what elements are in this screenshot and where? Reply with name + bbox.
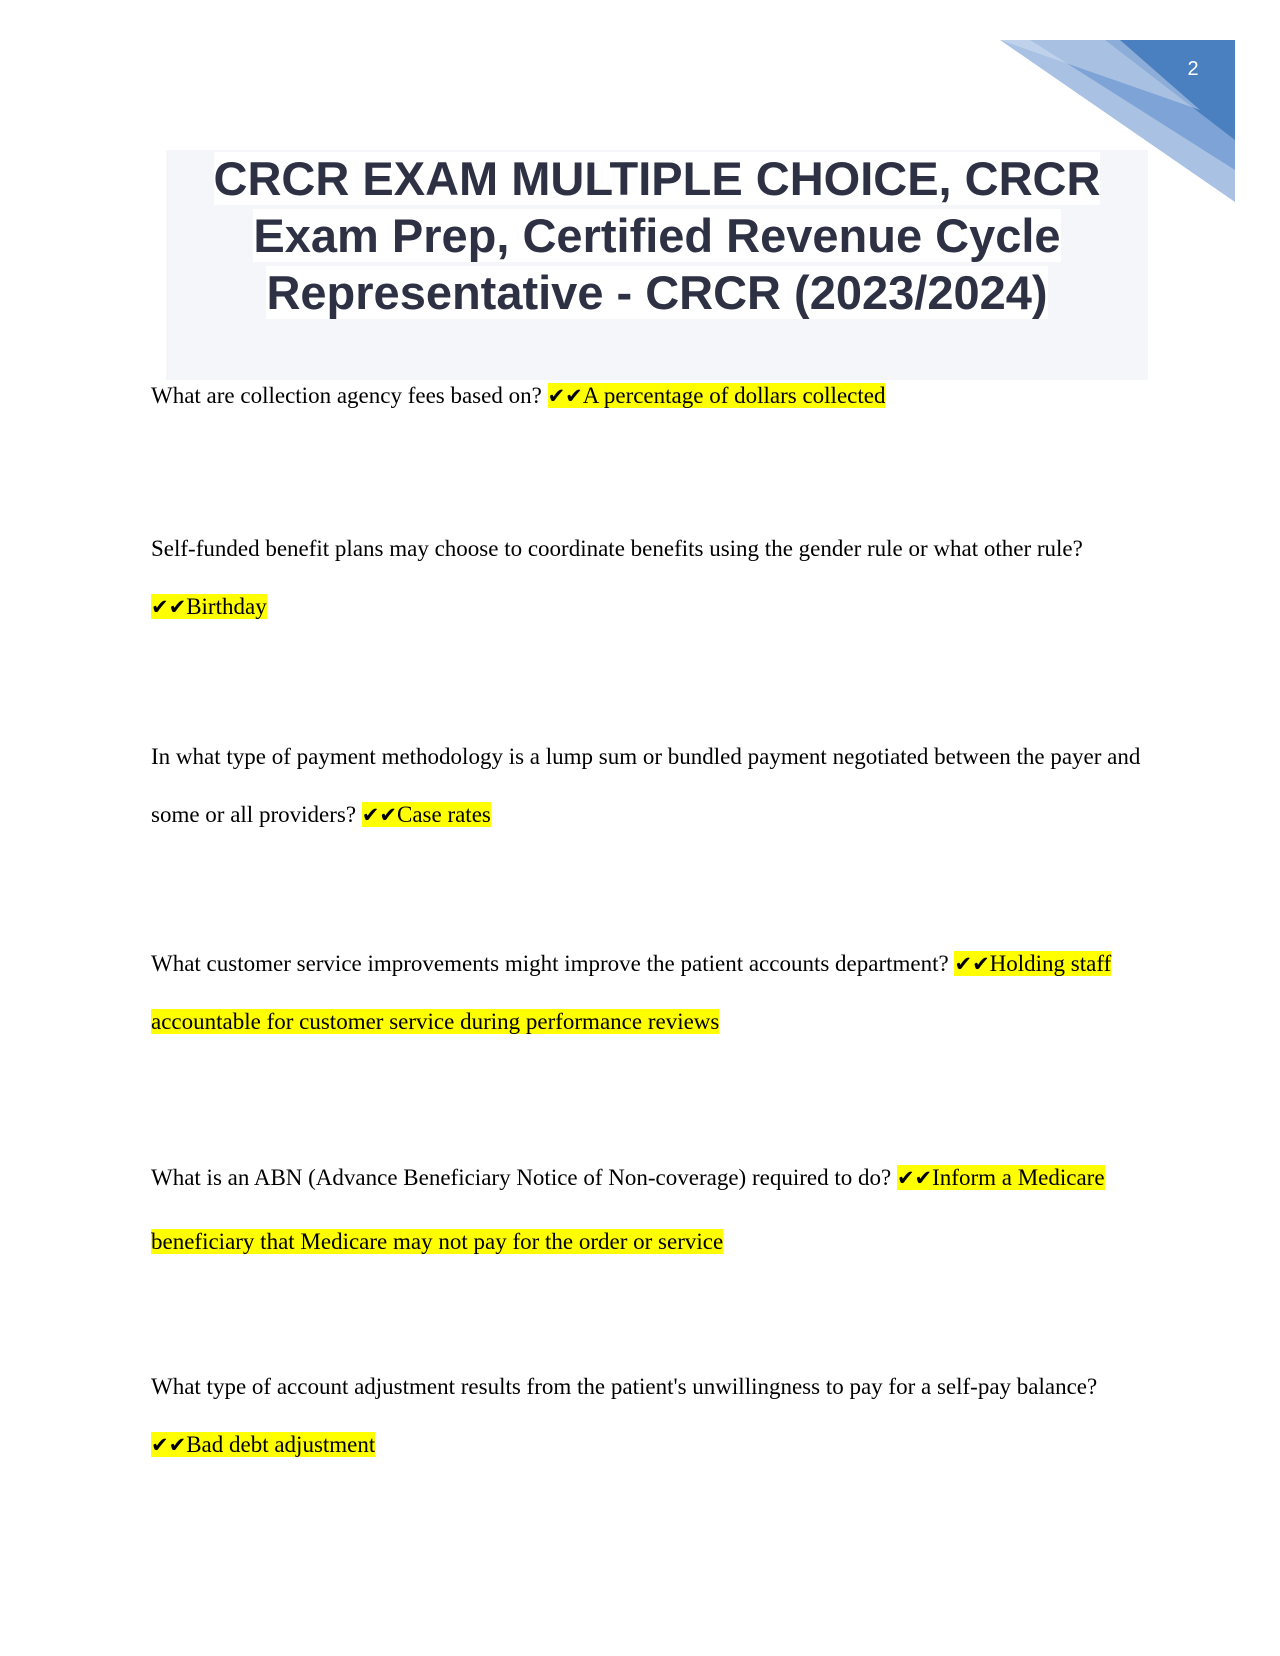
question-text: In what type of payment methodology is a lump sum or bundled payment negotiated between the payer and some or all providers?	[151, 744, 1141, 827]
answer-text: Inform a Medicare beneficiary that Medicare may not pay for the order or service	[151, 1165, 1105, 1254]
page-number: 2	[1187, 58, 1199, 80]
checkmark-icon: ✔✔	[954, 952, 990, 976]
answer-text: Birthday	[186, 594, 267, 619]
question-text: What are collection agency fees based on?	[151, 383, 548, 408]
checkmark-icon: ✔✔	[361, 803, 397, 827]
answer-text: A percentage of dollars collected	[582, 383, 886, 408]
checkmark-icon: ✔✔	[151, 1433, 187, 1457]
answer-highlight	[151, 1432, 375, 1457]
page-title	[166, 150, 1148, 321]
qa-item-5	[151, 1146, 1141, 1273]
answer-text: Case rates	[396, 802, 491, 827]
qa-item-3	[151, 728, 1141, 844]
qa-item-2	[151, 520, 1141, 636]
qa-item-1	[151, 367, 1141, 425]
answer-highlight	[151, 594, 267, 619]
question-text: What customer service improvements might improve the patient accounts department?	[151, 951, 955, 976]
question-text: What type of account adjustment results from the patient's unwillingness to pay for a self-pay balance?	[151, 1374, 1098, 1399]
question-text: What is an ABN (Advance Beneficiary Notice of Non-coverage) required to do?	[151, 1165, 897, 1190]
checkmark-icon: ✔✔	[151, 595, 187, 619]
qa-item-6	[151, 1358, 1141, 1474]
answer-highlight	[548, 383, 886, 408]
checkmark-icon: ✔✔	[896, 1166, 933, 1190]
question-text: Self-funded benefit plans may choose to coordinate benefits using the gender rule or what other rule?	[151, 536, 1083, 561]
page-title-text: CRCR EXAM MULTIPLE CHOICE, CRCR Exam Prep, Certified Revenue Cycle Representative - CRCR (2023/2024)	[213, 152, 1101, 319]
checkmark-icon: ✔✔	[547, 384, 583, 408]
answer-text: Holding staff accountable for customer service during performance reviews	[151, 951, 1112, 1034]
answer-highlight	[362, 802, 491, 827]
qa-item-4	[151, 935, 1141, 1051]
answer-text: Bad debt adjustment	[186, 1432, 376, 1457]
